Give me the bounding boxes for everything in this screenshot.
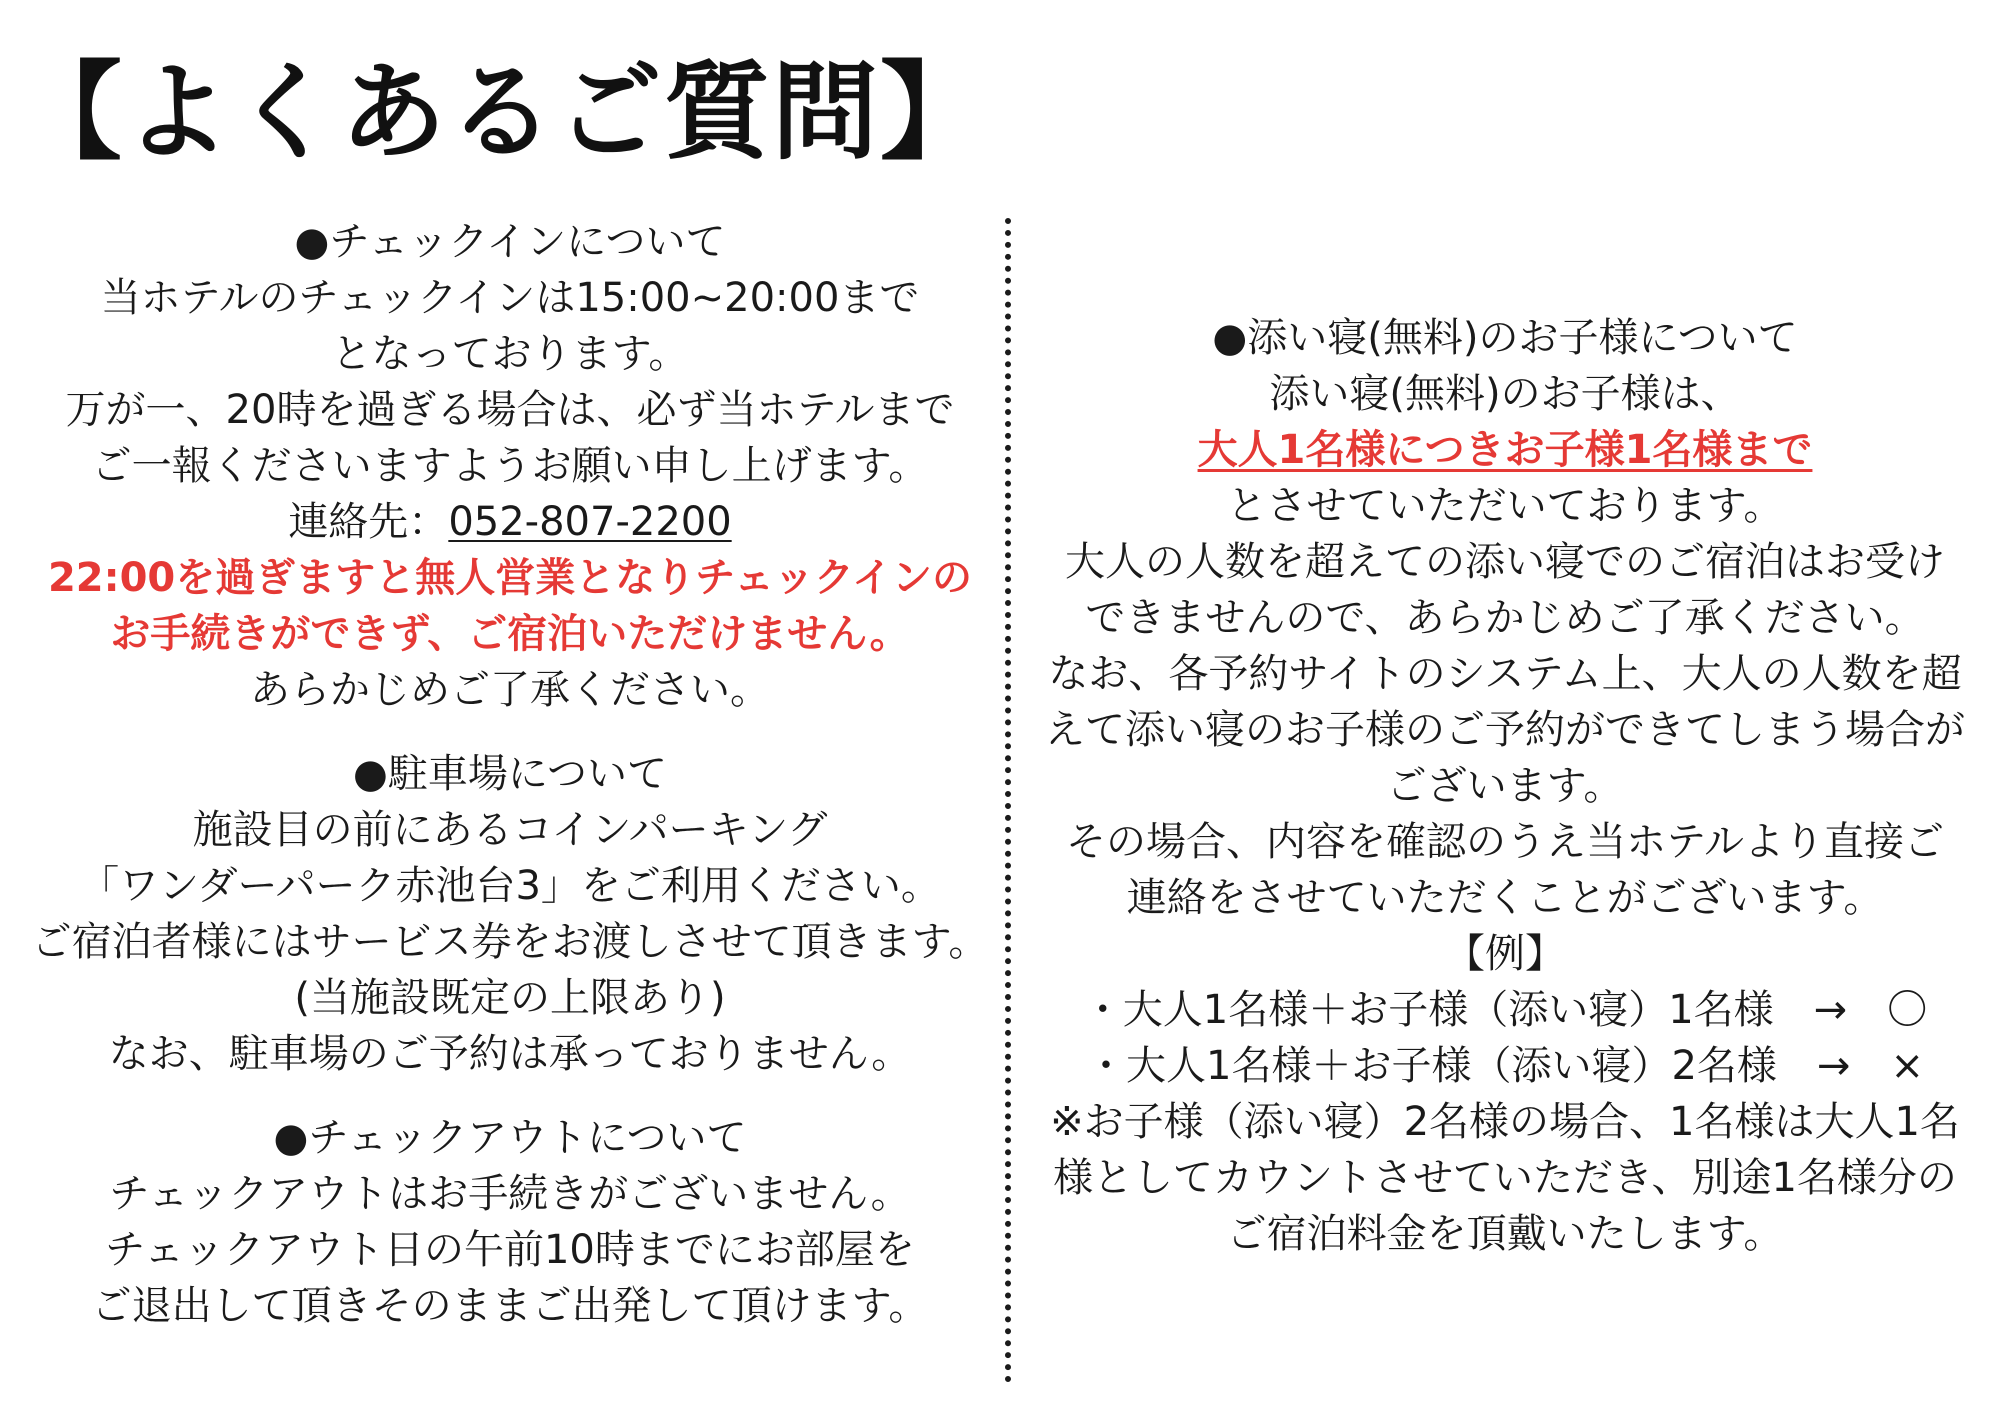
cosleeping-line: 大人の人数を超えての添い寝でのご宿泊はお受け [1065,539,1945,585]
cosleeping-section [1030,310,1980,1262]
checkin-warning: 22:00を過ぎますと無人営業となりチェックインの [47,555,973,601]
contact-label: 連絡先： [288,499,449,545]
cosleeping-highlight: 大人1名様につきお子様1名様まで [1197,427,1813,473]
example-item: ・大人1名様＋お子様（添い寝）1名様 → 〇 [1082,987,1928,1033]
checkin-heading: ●チェックインについて [294,219,726,265]
parking-line: 施設目の前にあるコインパーキング [192,807,828,853]
parking-line: (当施設既定の上限あり) [294,975,726,1021]
contact-row [30,494,990,550]
page-title: 【よくあるご質問】 [16,51,988,174]
contact-phone-link[interactable]: 052-807-2200 [448,499,732,545]
cosleeping-heading: ●添い寝(無料)のお子様について [1212,315,1798,361]
checkin-line: ご一報くださいますようお願い申し上げます。 [91,443,929,489]
note-line: ご宿泊料金を頂戴いたします。 [1226,1211,1784,1257]
example-item: ・大人1名様＋お子様（添い寝）2名様 → × [1086,1043,1924,1089]
checkin-closing: あらかじめご了承ください。 [250,667,770,713]
checkin-line: となっております。 [331,331,689,377]
checkin-line: 当ホテルのチェックインは15:00~20:00まで [100,275,920,321]
cosleeping-intro: 添い寝(無料)のお子様は、 [1269,371,1741,417]
checkout-heading: ●チェックアウトについて [273,1115,747,1161]
checkout-line: ご退出して頂きそのままご出発して頂けます。 [91,1283,929,1329]
right-column [1030,310,1980,1262]
left-column [30,214,990,1334]
cosleeping-line: なお、各予約サイトのシステム上、大人の人数を超 [1048,651,1962,697]
parking-line: 「ワンダーパーク赤池台3」をご利用ください。 [79,863,941,909]
cosleeping-line: えて添い寝のお子様のご予約ができてしまう場合が [1045,707,1965,753]
checkin-line: 万が一、20時を過ぎる場合は、必ず当ホテルまで [65,387,955,433]
section-gap [30,1082,990,1110]
cosleeping-highlight-row [1030,422,1980,478]
parking-line: なお、駐車場のご予約は承っておりません。 [108,1031,912,1077]
checkin-section [30,214,990,718]
parking-line: ご宿泊者様にはサービス券をお渡しさせて頂きます。 [31,919,989,965]
column-divider [1005,218,1011,1383]
checkin-warning: お手続きができず、ご宿泊いただけません。 [110,611,910,657]
example-heading: 【例】 [1445,931,1565,977]
checkout-section [30,1110,990,1334]
checkout-line: チェックアウトはお手続きがございません。 [109,1171,911,1217]
cosleeping-line: とさせていただいております。 [1226,483,1784,529]
cosleeping-line: 連絡をさせていただくことがございます。 [1126,875,1884,921]
note-line: 様としてカウントさせていただき、別途1名様分の [1053,1155,1957,1201]
parking-heading: ●駐車場について [352,751,668,797]
cosleeping-line: できませんので、あらかじめご了承ください。 [1085,595,1925,641]
checkout-line: チェックアウト日の午前10時までにお部屋を [105,1227,915,1273]
parking-section [30,746,990,1082]
note-line: ※お子様（添い寝）2名様の場合、1名様は大人1名 [1050,1099,1960,1145]
section-gap [30,718,990,746]
cosleeping-line: その場合、内容を確認のうえ当ホテルより直接ご [1066,819,1944,865]
cosleeping-line: ございます。 [1386,763,1624,809]
